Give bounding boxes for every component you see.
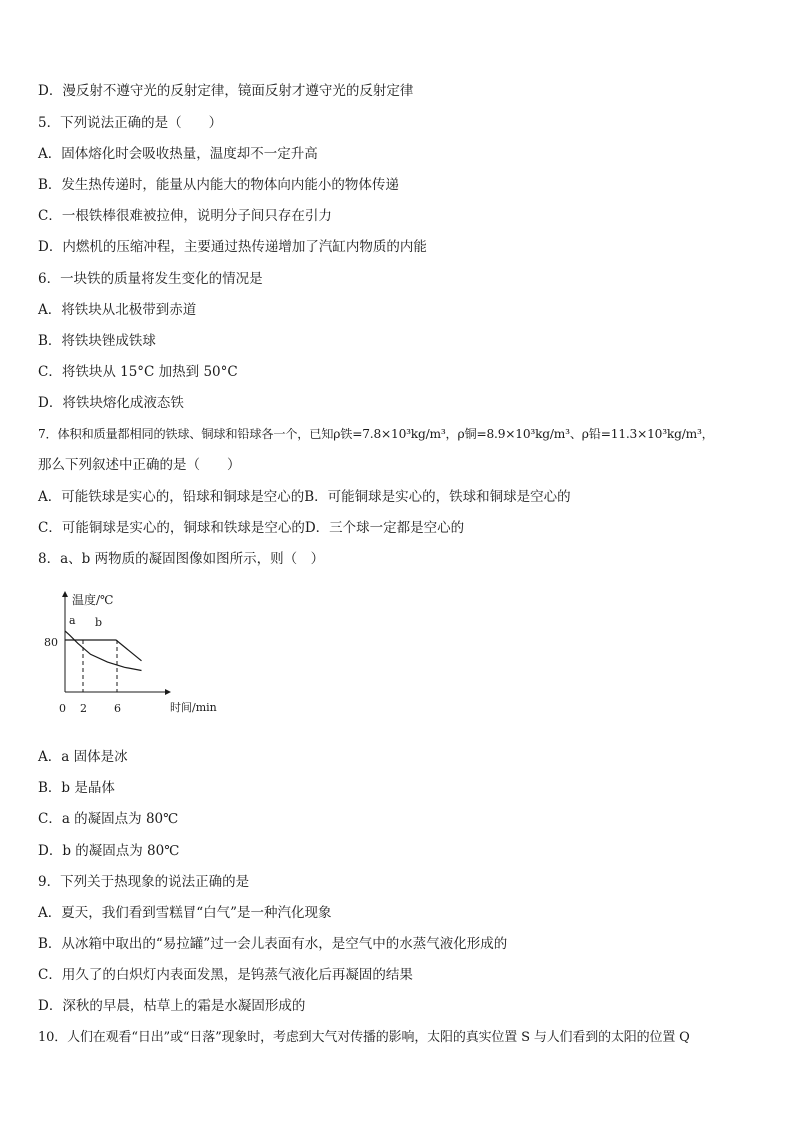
question-10-stem: 10．人们在观看“日出”或“日落”现象时，考虑到大气对传播的影响，太阳的真实位置 S 与人们看到的太阳的位置 Q xyxy=(38,1030,690,1045)
q8-option-a: A．a 固体是冰 xyxy=(38,749,128,765)
q7-options-ab: A．可能铁球是实心的，铅球和铜球是空心的B．可能铜球是实心的，铁球和铜球是空心的 xyxy=(38,489,571,505)
q6-option-d: D．将铁块熔化成液态铁 xyxy=(38,395,184,411)
q9-option-b: B．从冰箱中取出的“易拉罐”过一会儿表面有水，是空气中的水蒸气液化形成的 xyxy=(38,936,508,952)
question-7-stem: 7．体积和质量都相同的铁球、铜球和铅球各一个，已知ρ铁=7.8×10³kg/m³，ρ铜=8.9×10³kg/m³、ρ铅=11.3×10³kg/m³， xyxy=(38,427,714,441)
x-tick-2: 2 xyxy=(80,702,87,715)
y-axis-label: 温度/℃ xyxy=(72,593,114,607)
q5-option-c: C．一根铁棒很难被拉伸，说明分子间只存在引力 xyxy=(38,208,332,224)
q7-options-cd: C．可能铜球是实心的，铜球和铁球是空心的D．三个球一定都是空心的 xyxy=(38,520,465,536)
q5-option-b: B．发生热传递时，能量从内能大的物体向内能小的物体传递 xyxy=(38,177,399,193)
question-7-stem-cont: 那么下列叙述中正确的是（ ） xyxy=(38,457,241,473)
x-tick-6: 6 xyxy=(114,702,121,715)
q9-option-d: D．深秋的早晨，枯草上的霜是水凝固形成的 xyxy=(38,998,306,1014)
q8-option-c: C．a 的凝固点为 80℃ xyxy=(38,811,179,827)
question-8-stem: 8．a、b 两物质的凝固图像如图所示，则（ ） xyxy=(38,551,325,567)
y-tick-80: 80 xyxy=(44,636,58,649)
question-9-stem: 9．下列关于热现象的说法正确的是 xyxy=(38,874,250,890)
x-tick-0: 0 xyxy=(59,702,66,715)
line-1: D．漫反射不遵守光的反射定律，镜面反射才遵守光的反射定律 xyxy=(38,83,414,99)
q5-option-a: A．固体熔化时会吸收热量，温度却不一定升高 xyxy=(38,146,318,162)
q8-option-d: D．b 的凝固点为 80℃ xyxy=(38,843,180,859)
q6-option-b: B．将铁块锉成铁球 xyxy=(38,333,156,349)
question-5-stem: 5．下列说法正确的是（ ） xyxy=(38,115,223,131)
x-axis-label: 时间/min xyxy=(170,701,217,714)
curve-b xyxy=(65,640,142,661)
q8-option-b: B．b 是晶体 xyxy=(38,780,115,796)
q9-option-c: C．用久了的白炽灯内表面发黑，是钨蒸气液化后再凝固的结果 xyxy=(38,967,413,983)
q6-option-a: A．将铁块从北极带到赤道 xyxy=(38,302,197,318)
q9-option-a: A．夏天，我们看到雪糕冒“白气”是一种汽化现象 xyxy=(38,905,332,921)
curve-a-label: a xyxy=(69,614,76,627)
solidification-graph xyxy=(30,588,240,718)
q5-option-d: D．内燃机的压缩冲程，主要通过热传递增加了汽缸内物质的内能 xyxy=(38,239,427,255)
q6-option-c: C．将铁块从 15°C 加热到 50°C xyxy=(38,364,238,380)
question-6-stem: 6．一块铁的质量将发生变化的情况是 xyxy=(38,271,263,287)
curve-b-label: b xyxy=(95,616,103,629)
